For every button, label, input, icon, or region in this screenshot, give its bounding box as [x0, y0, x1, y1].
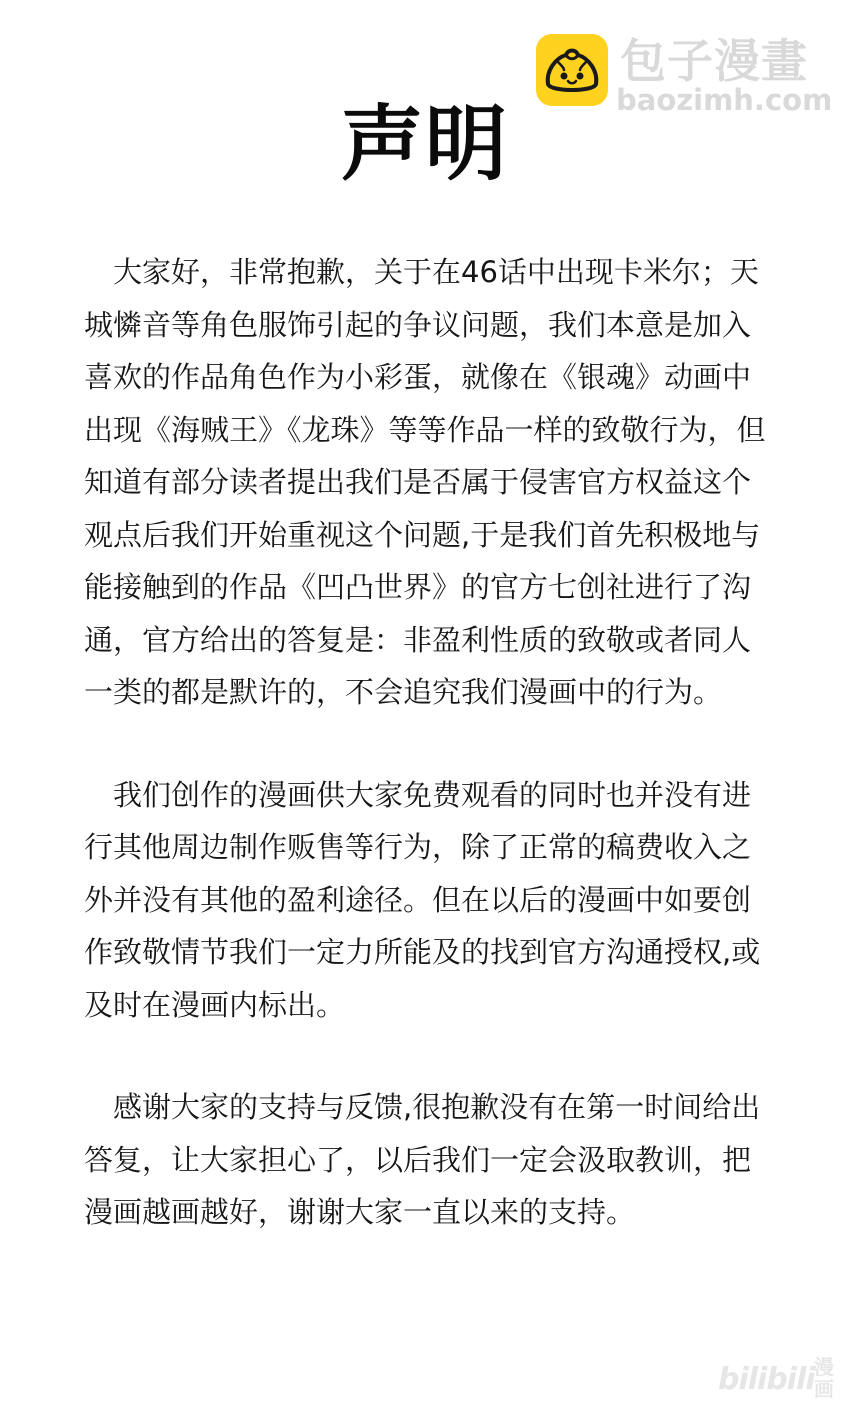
page-title: 声明: [340, 97, 509, 192]
paragraph-3: 感谢大家的支持与反馈,很抱歉没有在第一时间给出答复，让大家担心了，以后我们一定会汲取教训，把漫画越画越好，谢谢大家一直以来的支持。: [84, 1090, 761, 1229]
watermark-cn: 漫画: [814, 1355, 834, 1401]
logo-name: 包子漫畫: [620, 34, 808, 88]
paragraph-2: 我们创作的漫画供大家免费观看的同时也并没有进行其他周边制作贩售等行为，除了正常的稿费收入之外并没有其他的盈利途径。但在以后的漫画中如要创作致敬情节我们一定力所能及的找到官方沟通授权,或及时在漫画内标出。: [84, 777, 761, 1022]
statement-body: [84, 246, 774, 1239]
watermark-latin: bilibili: [718, 1362, 815, 1397]
logo-url: baozimh.com: [616, 83, 833, 117]
bilibili-manga-watermark: [718, 1356, 838, 1402]
paragraph-1: 大家好，非常抱歉，关于在46话中出现卡米尔；天城憐音等角色服饰引起的争议问题，我们本意是加入喜欢的作品角色作为小彩蛋，就像在《银魂》动画中出现《海贼王》《龙珠》等等作品一样的致敬行为，但知道有部分读者提出我们是否属于侵害官方权益这个观点后我们开始重视这个问题,于是我们首先积极地与能接触到的作品《凹凸世界》的官方七创社进行了沟通，官方给出的答复是：非盈利性质的致敬或者同人一类的都是默许的，不会追究我们漫画中的行为。: [84, 255, 766, 709]
